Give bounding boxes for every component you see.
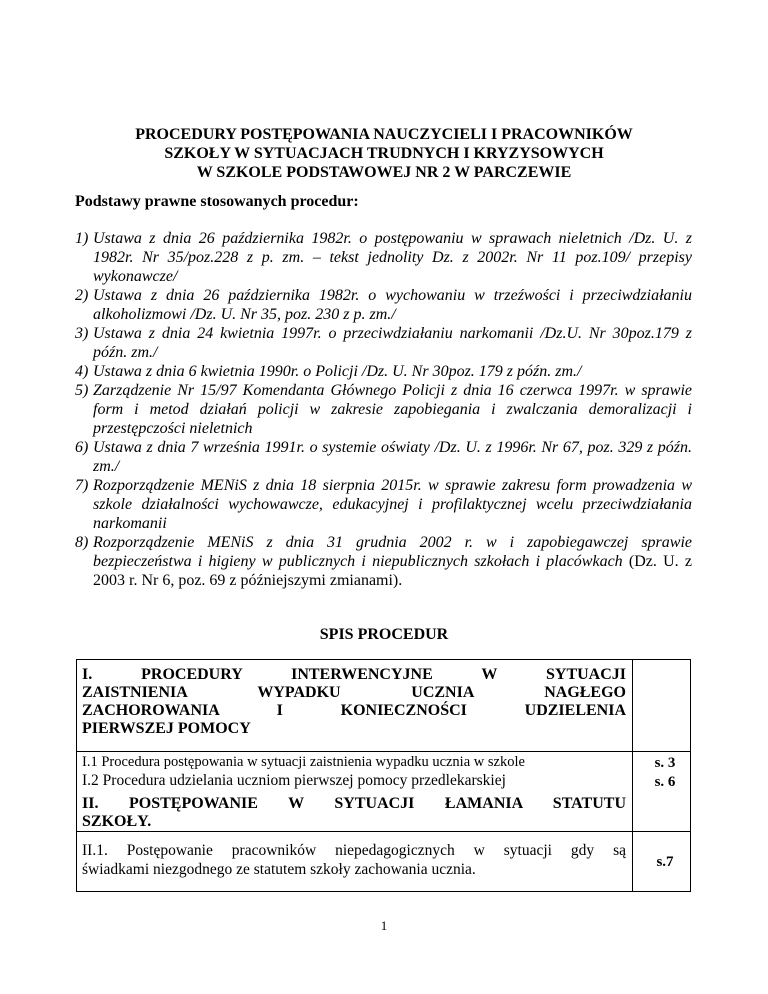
toc-item-1-page: s. 3 xyxy=(654,755,676,771)
toc-section-1-line: I. PROCEDURY INTERWENCYJNE W SYTUACJI xyxy=(82,666,626,683)
law-text: Ustawa z dnia 6 kwietnia 1990r. o Policji /Dz. U. Nr 30poz. 179 z późn. zm./ xyxy=(93,363,582,380)
toc-section-2-line: II. POSTĘPOWANIE W SYTUACJI ŁAMANIA STATUTU xyxy=(82,795,626,812)
law-number: 3) xyxy=(75,325,89,342)
table-border xyxy=(632,659,633,892)
law-text: Ustawa z dnia 24 kwietnia 1997r. o przeciwdziałaniu narkomanii /Dz.U. Nr 30poz.179 z późn. zm./ xyxy=(93,325,692,361)
law-number: 7) xyxy=(75,477,89,494)
table-border xyxy=(76,659,691,660)
toc-item-3-line: II.1. Postępowanie pracowników niepedagogicznych w sytuacji gdy są xyxy=(82,842,626,859)
table-border xyxy=(76,831,691,832)
toc-item-2-label[interactable]: I.2 Procedura udzielania uczniom pierwszej pomocy przedlekarskiej xyxy=(82,772,506,789)
toc-section-1-line: ZACHOROWANIA I KONIECZNOŚCI UDZIELENIA xyxy=(82,702,626,719)
law-item-4 xyxy=(75,362,692,381)
law-text: Ustawa z dnia 26 października 1982r. o wychowaniu w trzeźwości i przeciwdziałaniu alkoholizmowi /Dz. U. Nr 35, poz. 230 z p. zm./ xyxy=(93,287,692,323)
table-border xyxy=(76,659,77,892)
law-item-5 xyxy=(75,381,692,438)
law-number: 4) xyxy=(75,363,89,380)
title-line-3: W SZKOLE PODSTAWOWEJ NR 2 W PARCZEWIE xyxy=(196,164,572,181)
toc-item-2-page: s. 6 xyxy=(654,774,676,790)
toc-section-1-line: PIERWSZEJ POMOCY xyxy=(82,720,251,737)
law-text: Zarządzenie Nr 15/97 Komendanta Głównego Policji z dnia 16 czerwca 1997r. w sprawie form i metod działań policji w zakresie zapobiegania i zwalczania demoralizacji i przestępczości nieletnich xyxy=(93,382,692,437)
law-item-2 xyxy=(75,286,692,324)
toc-section-1 xyxy=(82,666,626,738)
page-number: 1 xyxy=(380,918,388,933)
law-number: 8) xyxy=(75,534,89,551)
law-text: Rozporządzenie MENiS z dnia 18 sierpnia 2015r. w sprawie zakresu form prowadzenia w szkole działalności wychowawcze, edukacyjnej i profilaktycznej wcelu przeciwdziałania narkomanii xyxy=(93,477,692,532)
toc-section-2-line: SZKOŁY. xyxy=(82,813,152,830)
document-title xyxy=(60,125,708,182)
legal-basis-list xyxy=(75,229,692,590)
table-border xyxy=(76,751,691,752)
title-line-2: SZKOŁY W SYTUACJACH TRUDNYCH I KRYZYSOWYCH xyxy=(164,145,604,162)
law-item-3 xyxy=(75,324,692,362)
law-text xyxy=(93,533,692,590)
law-text: Ustawa z dnia 7 września 1991r. o systemie oświaty /Dz. U. z 1996r. Nr 67, poz. 329 z późn. zm./ xyxy=(93,439,692,475)
law-number: 5) xyxy=(75,382,89,399)
title-line-1: PROCEDURY POSTĘPOWANIA NAUCZYCIELI I PRACOWNIKÓW xyxy=(135,126,633,143)
law-item-7 xyxy=(75,476,692,533)
toc-heading: SPIS PROCEDUR xyxy=(319,626,449,643)
law-number: 1) xyxy=(75,230,89,247)
legal-basis-heading: Podstawy prawne stosowanych procedur: xyxy=(75,193,359,210)
toc-item-3-line: świadkami niezgodnego ze statutem szkoły zachowania ucznia. xyxy=(82,861,476,878)
law-number: 6) xyxy=(75,439,89,456)
law-text-italic: Rozporządzenie MENiS z dnia 31 grudnia 2002 r. w i zapobiegawczej sprawie bezpieczeństwa i higieny w publicznych i niepublicznych szkołach i placówkach xyxy=(93,534,692,570)
law-text: Ustawa z dnia 26 października 1982r. o postępowaniu w sprawach nieletnich /Dz. U. z 1982r. Nr 35/poz.228 z p. zm. – tekst jednolity Dz. z 2002r. Nr 11 poz.109/ przepisy wykonawcze/ xyxy=(93,230,692,285)
toc-table xyxy=(76,659,691,892)
law-item-1 xyxy=(75,229,692,286)
law-item-8 xyxy=(75,533,692,590)
law-text-citation: (Dz. U. z 2003 r. Nr 6, poz. 69 z późniejszymi zmianami). xyxy=(93,553,693,589)
toc-item-3-page: s.7 xyxy=(656,854,674,870)
table-border xyxy=(76,891,691,892)
law-item-6 xyxy=(75,438,692,476)
toc-item-3-label[interactable] xyxy=(82,841,626,879)
toc-section-1-line: ZAISTNIENIA WYPADKU UCZNIA NAGŁEGO xyxy=(82,684,626,701)
toc-item-1-label[interactable]: I.1 Procedura postępowania w sytuacji zaistnienia wypadku ucznia w szkole xyxy=(82,754,525,770)
toc-section-2 xyxy=(82,795,626,831)
law-number: 2) xyxy=(75,287,89,304)
